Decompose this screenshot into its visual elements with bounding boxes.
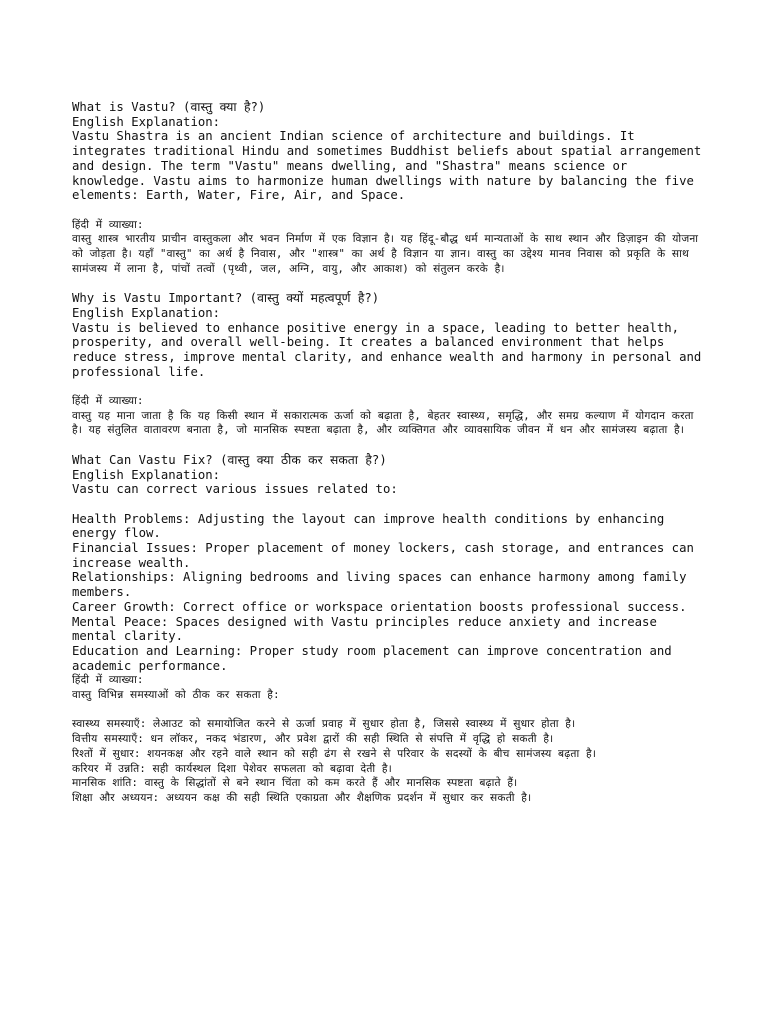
hindi-label: हिंदी में व्याख्या: xyxy=(72,218,144,231)
list-item: Career Growth: Correct office or workspace orientation boosts professional success. xyxy=(72,599,687,614)
section-what-can-vastu-fix xyxy=(72,453,702,806)
list-item: शिक्षा और अध्ययन: अध्ययन कक्ष की सही स्थिति एकाग्रता और शैक्षणिक प्रदर्शन में सुधार कर सकती है। xyxy=(72,791,532,804)
list-item: Relationships: Aligning bedrooms and living spaces can enhance harmony among family members. xyxy=(72,570,694,600)
hindi-paragraph: वास्तु यह माना जाता है कि यह किसी स्थान में सकारात्मक ऊर्जा को बढ़ाता है, बेहतर स्वास्थ्य, समृद्धि, और समग्र कल्याण में योगदान करता है। यह संतुलित वातावरण बनाता है, जो मानसिक स्पष्टता बढ़ाता है, और व्यक्तिगत और व्यावसायिक जीवन में धन और सामंजस्य बढ़ाता है। xyxy=(72,409,701,437)
list-item: Education and Learning: Proper study room placement can improve concentration and academic performance. xyxy=(72,643,680,673)
list-item: करियर में उन्नति: सही कार्यस्थल दिशा पेशेवर सफलता को बढ़ावा देती है। xyxy=(72,762,392,775)
english-label: English Explanation: xyxy=(72,114,221,129)
list-item: मानसिक शांति: वास्तु के सिद्धांतों से बने स्थान चिंता को कम करते हैं और मानसिक स्पष्टता बढ़ाते हैं। xyxy=(72,777,518,790)
english-intro: Vastu can correct various issues related to: xyxy=(72,482,398,497)
section-heading: Why is Vastu Important? (वास्तु क्यों महत्वपूर्ण है?) xyxy=(72,291,380,306)
hindi-label: हिंदी में व्याख्या: xyxy=(72,674,144,687)
list-item: Health Problems: Adjusting the layout can improve health conditions by enhancing energy flow. xyxy=(72,511,672,541)
hindi-label: हिंदी में व्याख्या: xyxy=(72,395,144,408)
section-heading: What Can Vastu Fix? (वास्तु क्या ठीक कर सकता है?) xyxy=(72,452,387,467)
section-what-is-vastu xyxy=(72,100,709,276)
list-item: वित्तीय समस्याएँ: धन लॉकर, नकद भंडारण, और प्रवेश द्वारों की सही स्थिति से संपत्ति में वृद्धि हो सकती है। xyxy=(72,733,554,746)
section-heading: What is Vastu? (वास्तु क्या है?) xyxy=(72,100,266,114)
hindi-intro: वास्तु विभिन्न समस्याओं को ठीक कर सकता है: xyxy=(72,689,280,702)
document-page xyxy=(72,100,709,806)
english-paragraph: Vastu is believed to enhance positive energy in a space, leading to better health, prosperity, and overall well-being. It creates a balanced environment that helps reduce stress, improve mental clarity, and enhance wealth and harmony in personal and professional life. xyxy=(72,320,709,379)
section-why-vastu-important xyxy=(72,291,709,438)
english-paragraph: Vastu Shastra is an ancient Indian science of architecture and buildings. It integrates traditional Hindu and sometimes Buddhist beliefs about spatial arrangement and design. The term "Vastu" means dwelling, and "Shastra" means science or knowledge. Vastu aims to harmonize human dwellings with nature by balancing the five elements: Earth, Water, Fire, Air, and Space. xyxy=(72,129,709,203)
hindi-paragraph: वास्तु शास्त्र भारतीय प्राचीन वास्तुकला और भवन निर्माण में एक विज्ञान है। यह हिंदू-बौद्ध धर्म मान्यताओं के साथ स्थान और डिज़ाइन की योजना को जोड़ता है। यहाँ "वास्तु" का अर्थ है निवास, और "शास्त्र" का अर्थ है विज्ञान या ज्ञान। वास्तु का उद्देश्य मानव निवास को प्रकृति के साथ सामंजस्य में लाना है, पांचों तत्वों (पृथ्वी, जल, अग्नि, वायु, और आकाश) को संतुलन करके है। xyxy=(72,233,705,275)
english-label: English Explanation: xyxy=(72,305,221,320)
list-item: रिश्तों में सुधार: शयनकक्ष और रहने वाले स्थान को सही ढंग से रखने से परिवार के सदस्यों के बीच सामंजस्य बढ़ता है। xyxy=(72,747,597,760)
list-item: Financial Issues: Proper placement of money lockers, cash storage, and entrances can increase wealth. xyxy=(72,541,702,570)
list-item: स्वास्थ्य समस्याएँ: लेआउट को समायोजित करने से ऊर्जा प्रवाह में सुधार होता है, जिससे स्वास्थ्य में सुधार होता है। xyxy=(72,718,576,731)
list-item: Mental Peace: Spaces designed with Vastu principles reduce anxiety and increase mental clarity. xyxy=(72,614,665,644)
english-label: English Explanation: xyxy=(72,467,221,482)
